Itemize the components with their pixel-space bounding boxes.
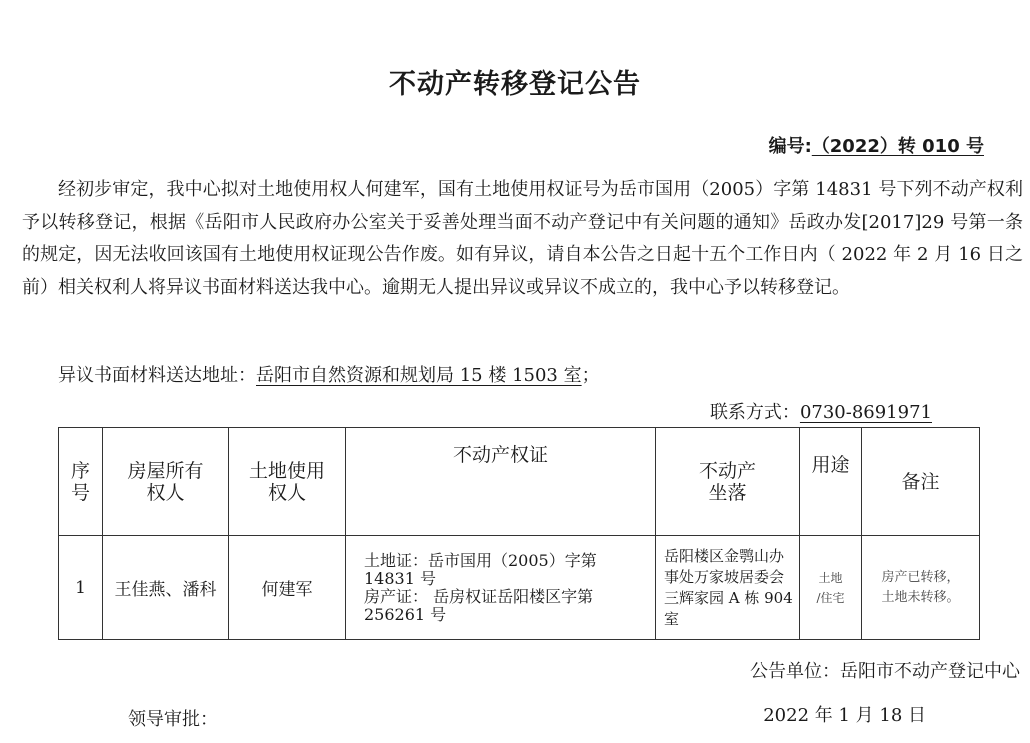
issuing-unit-value: 岳阳市不动产登记中心 [840, 661, 1020, 682]
page-title: 不动产转移登记公告 [389, 69, 641, 100]
table-row [59, 536, 980, 640]
header-house-owner: 房屋所有权人 [103, 428, 229, 536]
usage-line-2: /住宅 [816, 590, 845, 605]
header-property-cert: 不动产权证 [346, 428, 656, 536]
announcement-paragraph: 经初步审定，我中心拟对土地使用权人何建军，国有土地使用权证号为岳市国用（2005）字第 14831 号下列不动产权利予以转移登记，根据《岳阳市人民政府办公室关于妥善处理当面不动产登记中有关问题的通知》岳政办发[2017]29 号第一条的规定，因无法收回该国有土地使用权证现公告作废。如有异议，请自本公告之日起十五个工作日内（ 2022 年 2 月 16 日之前）相关权利人将异议书面材料送达我中心。逾期无人提出异议或异议不成立的，我中心予以转移登记。 [22, 179, 1023, 298]
leader-approval-label: 领导审批： [128, 709, 218, 730]
objection-address-label: 异议书面材料送达地址： [58, 365, 256, 386]
document-number-label: 编号: [768, 136, 812, 157]
objection-address [58, 361, 600, 387]
table-header-row [59, 428, 980, 536]
note-line-2: 土地未转移。 [881, 589, 960, 605]
header-seq: 序号 [59, 428, 103, 536]
cell-usage [800, 536, 862, 640]
contact-label: 联系方式： [709, 402, 800, 423]
house-certificate: 房产证： 岳房权证岳阳楼区字第 256261 号 [364, 586, 594, 624]
announcement-body [22, 174, 1023, 304]
issuing-unit-label: 公告单位： [750, 661, 840, 682]
document-number-value: （2022）转 010 号 [811, 136, 984, 157]
contact-info [710, 398, 932, 424]
cell-property-cert [346, 536, 656, 640]
header-note: 备注 [862, 428, 980, 536]
contact-phone: 0730-8691971 [799, 402, 932, 423]
document-number [769, 132, 984, 158]
header-land-user: 土地使用权人 [229, 428, 346, 536]
usage-line-1: 土地 [818, 570, 843, 585]
land-certificate: 土地证：岳市国用（2005）字第 14831 号 [364, 550, 597, 588]
cell-land-user: 何建军 [229, 536, 346, 640]
issuing-unit [750, 657, 1020, 683]
cell-house-owner: 王佳燕、潘科 [103, 536, 229, 640]
note-line-1: 房产已转移， [881, 569, 960, 585]
issue-date: 2022 年 1 月 18 日 [763, 705, 926, 726]
registration-table [58, 427, 980, 640]
cell-note [862, 536, 980, 640]
cell-seq: 1 [59, 536, 103, 640]
objection-address-suffix: ； [581, 365, 600, 386]
objection-address-value: 岳阳市自然资源和规划局 15 楼 1503 室 [256, 365, 582, 386]
header-location: 不动产坐落 [656, 428, 800, 536]
header-usage: 用途 [800, 428, 862, 536]
cell-location: 岳阳楼区金鹗山办事处万家坡居委会三辉家园 A 栋 904 室 [656, 536, 800, 640]
